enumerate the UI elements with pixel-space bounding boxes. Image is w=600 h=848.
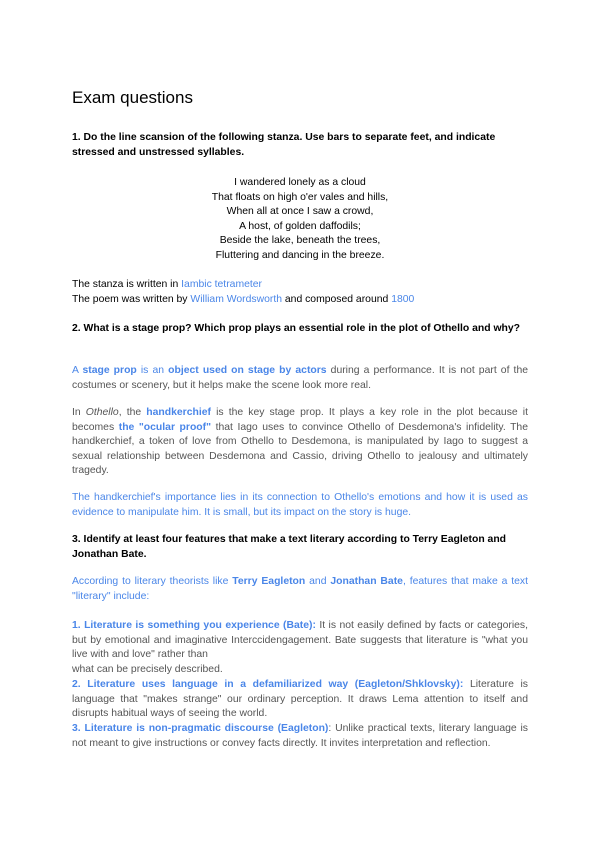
term-stage-prop: stage prop [82,365,137,376]
question-3: 3. Identify at least four features that make a text literary according to Terry Eagleton and Jonathan Bate. [72,534,507,560]
poem-line: I wandered lonely as a cloud [234,177,366,188]
page-title: Exam questions [72,88,193,107]
feature-3: 3. Literature is non-pragmatic discourse (Eagleton): Unlike practical texts, literary language is not meant to give instructions or convey facts directly. It invites interpretation and reflection. [72,723,528,749]
term-object-used: object used on stage by actors [168,365,327,376]
question-1: 1. Do the line scansion of the following stanza. Use bars to separate feet, and indicate stressed and unstressed syllables. [72,132,496,158]
author-line [72,293,528,308]
poem-stanza [72,176,528,263]
feature-3-heading: 3. Literature is non-pragmatic discourse (Eagleton) [72,723,329,734]
meter-prefix: The stanza is written in [72,279,182,290]
meter-answer: Iambic tetrameter [181,279,262,290]
author-answer: William Wordsworth [190,294,282,305]
name-eagleton: Terry Eagleton [232,576,306,587]
term-handkerchief: handkerchief [146,407,211,418]
answer-2-paragraph-3: The handkerchief's importance lies in its connection to Othello's emotions and how it is used as evidence to manipulate him. It is small, but its impact on the story is huge. [72,492,528,518]
poem-line: When all at once I saw a crowd, [226,206,374,217]
answer-3-intro: According to literary theorists like Terry Eagleton and Jonathan Bate, features that make a text "literary" include: [72,576,529,602]
author-prefix: The poem was written by [72,294,191,305]
meter-line [72,278,528,293]
poem-line: A host, of golden daffodils; [239,220,361,232]
feature-1-heading: 1. Literature is something you experience (Bate): [72,620,316,631]
name-bate: Jonathan Bate [330,576,403,587]
answer-2-paragraph-1: A stage prop is an object used on stage by actors during a performance. It is not part of the costumes or scenery, but it helps make the scene look more real. [72,365,528,391]
question-2: 2. What is a stage prop? Which prop plays an essential role in the plot of Othello and why? [72,323,521,334]
feature-2: 2. Literature uses language in a defamiliarized way (Eagleton/Shklovsky): Literature is language that "makes strange" our ordinary perception. It draws Lema attention to itself and disrupts habitual ways of seeing the world. [72,679,528,719]
poem-line: Fluttering and dancing in the breeze. [215,249,385,261]
title-othello: Othello [85,407,119,418]
answer-2-paragraph-2: In Othello, the handkerchief is the key stage prop. It plays a key role in the plot because it becomes the "ocular proof" that Iago uses to convince Othello of Desdemona's infidelity. The handkerchief, a token of love from Othello to Desdemona, is manipulated by Iago to suggest a sexual relationship between Desdemona and Cassio, driving Othello to jealousy and ultimately tragedy. [72,407,528,476]
poem-line: That floats on high o'er vales and hills, [211,191,389,203]
feature-1-continuation: what can be precisely described. [72,664,223,675]
year-prefix: and composed around [282,294,392,305]
term-ocular-proof: the "ocular proof" [118,421,212,433]
feature-1: 1. Literature is something you experience (Bate): It is not easily defined by facts or categories, but by emotional and imaginative Interccidengagement. Bate suggests that literature is "what you live with and love" rather than [72,620,529,660]
feature-2-heading: 2. Literature uses language in a defamiliarized way (Eagleton/Shklovsky): [72,679,464,690]
poem-line: Beside the lake, beneath the trees, [219,235,381,246]
year-answer: 1800 [391,294,415,305]
